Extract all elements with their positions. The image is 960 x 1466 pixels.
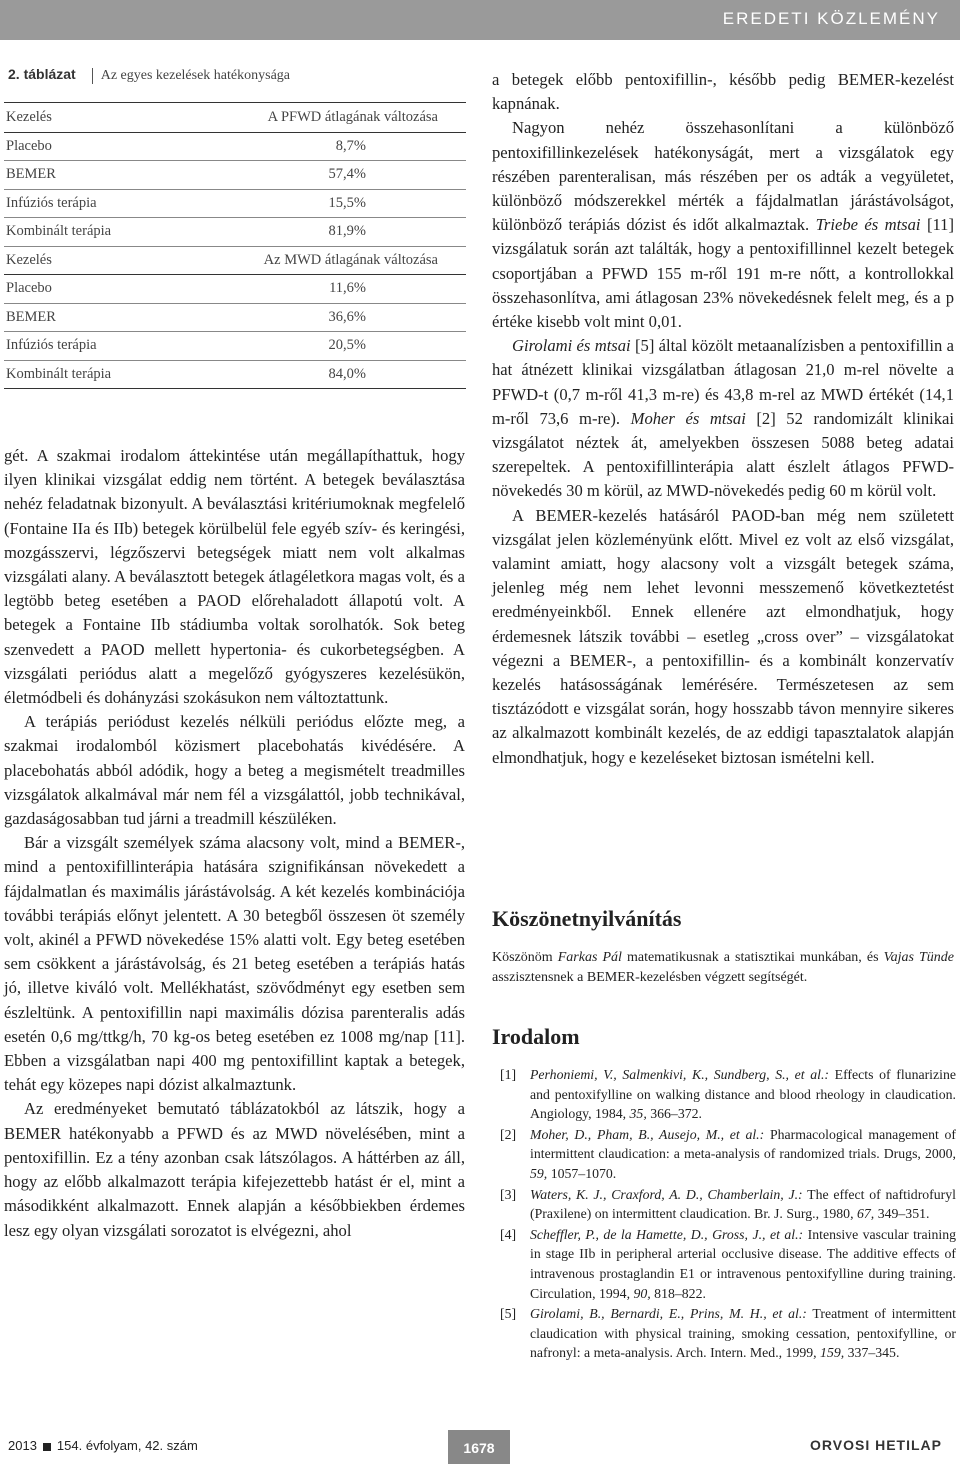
- table-cell-treatment: BEMER: [6, 166, 56, 183]
- page-number: 1678: [448, 1430, 510, 1464]
- table-cell-treatment: BEMER: [6, 308, 56, 325]
- table-cell-treatment: Placebo: [6, 137, 52, 154]
- reference-item: [3] Waters, K. J., Craxford, A. D., Chamberlain, J.: The effect of naftidrofuryl (Praxilene) on intermittent claudication. Br. J. Surg., 1980, 67, 349–351.: [500, 1186, 957, 1222]
- table-title: Az egyes kezelések hatékonysága: [100, 68, 291, 83]
- paragraph: Bár a vizsgált személyek száma alacsony volt, mind a BEMER-, mind a pentoxifillinterápia hatására szignifikánsan növekedett a fájdalmatlan és maximális járástávolság. A két kezelés kombinációja további terápiás előnyt jelentett. A 30 betegből összesen öt személy volt, akinél a PFWD növekedése 15% alatti volt. Egy beteg esetében sem csökkent a járástávolság, és 21 beteg esetében a terápiás hatás jó, illetve kiváló volt. Mellékhatást, szövődményt egy esetben sem észleltünk. A pentoxifillin napi maximális dózisa parenteralis adás esetén 0,6 mg/ttkg/h, 70 kg-os beteg esetében ez 1008 mg/nap [11]. Ebben a vizsgálatban napi 400 mg pentoxifillint kaptak a betegek, tehát egy közepes napi dózist alkalmaztunk.: [4, 833, 465, 1095]
- table-cell-value: 8,7%: [335, 137, 366, 154]
- table-cell-treatment: Infúziós terápia: [6, 337, 97, 354]
- author-citation: Moher és mtsai: [630, 408, 746, 428]
- table-cell-value: 11,6%: [329, 280, 366, 297]
- author-citation: Triebe és mtsai: [815, 215, 921, 235]
- reference-item: [1] Perhoniemi, V., Salmenkivi, K., Sundberg, S., et al.: Effects of flunarizine and pentoxifylline on walking distance and blood rheology in claudication. Angiology, 1984, 35, 366–372.: [500, 1067, 956, 1122]
- table-number: 2. táblázat: [8, 66, 76, 82]
- reference-item: [2] Moher, D., Pham, B., Ausejo, M., et al.: Pharmacological management of intermittent claudication: a meta-analysis of randomized trials. Drugs, 2000, 59, 1057–1070.: [500, 1126, 957, 1181]
- table-header-row: [4, 104, 466, 133]
- table-cell-treatment: Kombinált terápia: [6, 223, 112, 240]
- table-row: [4, 304, 466, 333]
- table-row: [4, 190, 466, 219]
- paragraph: Nagyon nehéz összehasonlítani a különböző pentoxifillinkezelések hatékonyságát, mert a vizsgálatok egy részében parenteralisan, más részében per os adták a vegyületet, különböző módszerekkel mérték a fájdalmatlan járástávolságot, különböző terápiás dózist és időt alkalmaztak. Triebe és mtsai [11] vizsgálatuk során azt találták, hogy a pentoxifillinnel kezelt betegek csoportjában a PFWD 155 m-ről 191 m-re nőtt, a kontrollokkal összehasonlítva, ami átlagosan 23% növekedésnek felelt meg, és a p értéke kisebb volt mint 0,01.: [492, 118, 954, 332]
- paragraph: A BEMER-kezelés hatásáról PAOD-ban még nem született vizsgálat jelen közleményünk előtt. Mivel ez volt az első vizsgálat, valamint amiatt, hogy alacsony volt a vizsgált betegek száma, jelenleg még nem lehet levonni messzemenő következtetést eredményeinkből. Ennek ellenére azt elmondhatjuk, hogy érdemesnek látszik további – esetleg „cross over” – vizsgálatokat végezni a BEMER-, a pentoxifillin- és a kombinált konzervatív kezelés hatásosságának lemérésére. Természetesen az sem tisztázódott e vizsgálat során, hogy hosszabb távon mennyire sikeres az alkalmazott kombinált kezelés, de az eddigi tapasztalatok alapján elmondhatjuk, hogy e kezeléseket biztosan ismételni kell.: [492, 505, 954, 767]
- table-cell-value: 36,6%: [328, 308, 366, 325]
- table-row: [4, 332, 466, 361]
- table-cell-value: A PFWD átlagának változása: [267, 109, 438, 126]
- section-title: EREDETI KÖZLEMÉNY: [722, 9, 940, 28]
- table-cell-value: 15,5%: [328, 194, 366, 211]
- table-caption: [8, 66, 290, 84]
- table-cell-treatment: Placebo: [6, 280, 52, 297]
- journal-name: ORVOSI HETILAP: [810, 1437, 942, 1453]
- right-column: [492, 68, 954, 770]
- table-cell-value: 57,4%: [328, 166, 366, 183]
- paragraph: Az eredményeket bemutató táblázatokból az látszik, hogy a BEMER hatékonyabb a PFWD és az MWD növelésében, mint a pentoxifillin. Ez a tény azonban csak látszólagos. A háttérben az áll, hogy az előbb alkalmazott terápia kifejezettebb hatást ér el, mint a másodikként alkalmazott. Ennek alapján a későbbiekben érdemes lesz egy olyan vizsgálati sorozatot is elvégezni, ahol: [4, 1099, 465, 1240]
- results-table: [4, 104, 466, 389]
- acknowledgement-text: Köszönöm Farkas Pál matematikusnak a statisztikai munkában, és Vajas Tünde asszisztensnek a BEMER-kezelésben végzett segítségét.: [492, 950, 955, 985]
- table-header-row: [4, 247, 466, 276]
- table-cell-value: 84,0%: [328, 365, 366, 382]
- table-row: [4, 133, 466, 162]
- reference-item: [5] Girolami, B., Bernardi, E., Prins, M. H., et al.: Treatment of intermittent claudication with physical training, smoking cessation, pentoxifylline, or nafronyl: a meta-analysis. Arch. Intern. Med., 1999, 159, 337–345.: [500, 1306, 957, 1361]
- table-row: [4, 218, 466, 247]
- left-column: [4, 444, 465, 1243]
- footer-issue: 2013 154. évfolyam, 42. szám: [8, 1438, 198, 1453]
- table-row: [4, 161, 466, 190]
- table-cell-value: Az MWD átlagának változása: [263, 251, 438, 268]
- table-top-rule: [4, 102, 466, 103]
- table-cell-value: 20,5%: [328, 337, 366, 354]
- table-cell-treatment: Kezelés: [6, 109, 52, 126]
- author-citation: Girolami és mtsai: [512, 336, 631, 356]
- header-bar: [0, 0, 960, 40]
- paragraph: Girolami és mtsai [5] által közölt metaanalízisben a pentoxifillin a hat átnézett klinikai vizsgálatban átlagosan 21,0 m-rel növelte a PFWD-t (0,7 m-ről 41,3 m-re) és 43,8 m-rel az MWD értékét (14,1 m-ről 73,6 m-re). Moher és mtsai [2] 52 randomizált klinikai vizsgálatot néztek át, amelyekben összesen 5088 beteg adatai szerepeltek. A pentoxifillinterápia alatt észlelt átlagos PFWD-növekedés 30 m körül, az MWD-növekedés pedig 60 m körül volt.: [492, 336, 954, 501]
- table-row: [4, 275, 466, 304]
- table-cell-treatment: Kezelés: [6, 251, 52, 268]
- table-cell-value: 81,9%: [328, 223, 366, 240]
- paragraph: gét. A szakmai irodalom áttekintése után megállapíthattuk, hogy ilyen klinikai vizsgálat eddig nem történt. A betegek beválasztása nehéz feladatnak bizonyult. A beválasztási kritériumoknak megfelelő (Fontaine IIa és IIb) betegek körülbelül fele egyéb szív- és keringési, mozgásszervi, légzőszervi betegségek miatt nem volt alkalmas vizsgálati alany. A beválasztott betegek átlagéletkora magas volt, és a legtöbb beteg esetében a PAOD előrehaladott állapotú volt. A betegek a Fontaine IIb stádiumba voltak sorolhatók. Sok beteg szenvedett a PAOD mellett hypertonia- és cukorbetegségben. A vizsgálati periódus alatt a megelőző gyógyszeres kezelésükön, életmódbeli és dohányzási szokásukon nem változtattunk.: [4, 446, 465, 708]
- reference-list: [500, 1065, 956, 1364]
- references-heading: Irodalom: [492, 1024, 580, 1049]
- paragraph: a betegek előbb pentoxifillin-, később pedig BEMER-kezelést kapnának.: [492, 70, 954, 114]
- table-cell-treatment: Kombinált terápia: [6, 365, 112, 382]
- paragraph: A terápiás periódust kezelés nélküli periódus előzte meg, a szakmai irodalomból közismert placebohatás kivédésére. A placebohatás abból adódik, hogy a beteg a megismételt treadmilles vizsgálatok alkalmával már nem fél a vizsgálattól, jobb technikával, gazdaságosabban tud járni a treadmill készüléken.: [4, 712, 465, 829]
- table-row: [4, 361, 466, 390]
- acknowledgement-heading: Köszönetnyilvánítás: [492, 906, 682, 931]
- table-cell-treatment: Infúziós terápia: [6, 194, 97, 211]
- reference-item: [4] Scheffler, P., de la Hamette, D., Gross, J., et al.: Intensive vascular training in stage IIb in peripheral arterial occlusive disease. The additive effects of intravenous prostaglandin E1 or intravenous pentoxifylline during training. Circulation, 1994, 90, 818–822.: [500, 1226, 957, 1301]
